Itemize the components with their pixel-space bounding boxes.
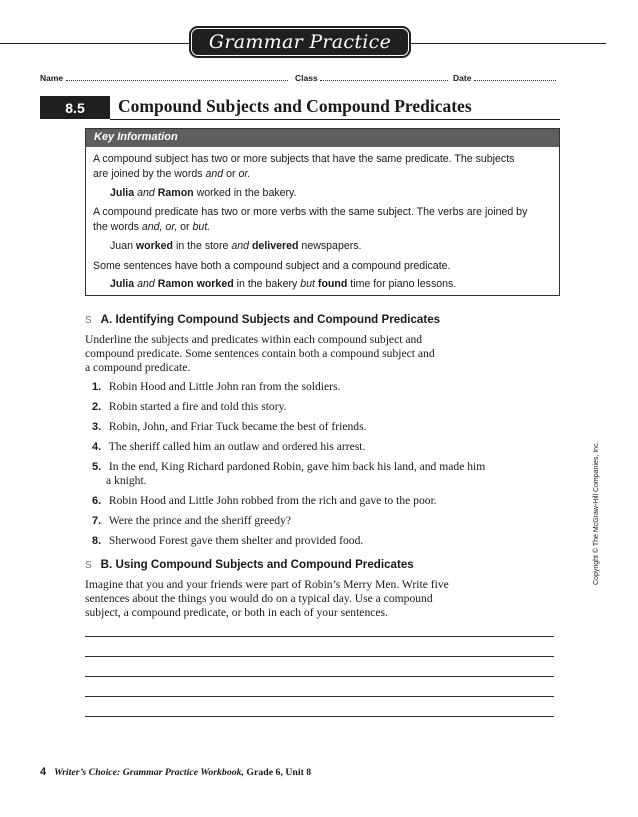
- exercise-item-7: 7. Were the prince and the sheriff greedy?: [92, 514, 292, 527]
- lesson-rule: [110, 119, 560, 120]
- banner-title: Grammar Practice: [208, 31, 392, 53]
- section-a-marker: S: [85, 315, 92, 326]
- exercise-item-3: 3. Robin, John, and Friar Tuck became the best of friends.: [92, 420, 367, 433]
- exercise-item-8: 8. Sherwood Forest gave them shelter and provided food.: [92, 534, 364, 547]
- book-title: Writer’s Choice: Grammar Practice Workbook,: [54, 767, 244, 778]
- class-label: Class: [295, 73, 318, 83]
- key-info-example-3: Julia and Ramon worked in the bakery but found time for piano lessons.: [110, 278, 457, 290]
- writing-line-2[interactable]: [85, 656, 554, 657]
- section-b-heading: S B. Using Compound Subjects and Compound Predicates: [85, 558, 414, 571]
- class-field[interactable]: [295, 72, 448, 83]
- banner: [189, 26, 411, 58]
- writing-line-5[interactable]: [85, 716, 554, 717]
- exercise-item-4: 4. The sheriff called him an outlaw and ordered his arrest.: [92, 440, 366, 453]
- exercise-item-5-continued: a knight.: [106, 474, 147, 487]
- exercise-item-6: 6. Robin Hood and Little John robbed from the rich and gave to the poor.: [92, 494, 437, 507]
- class-blank[interactable]: [320, 72, 448, 81]
- key-info-example-1: Julia and Ramon worked in the bakery.: [110, 187, 297, 199]
- writing-line-3[interactable]: [85, 676, 554, 677]
- key-info-example-2: Juan worked in the store and delivered newspapers.: [110, 240, 362, 252]
- date-field[interactable]: [453, 72, 556, 83]
- key-info-paragraph-1: A compound subject has two or more subjects that have the same predicate. The subjects are joined by the words and or or.: [93, 153, 515, 180]
- lesson-number: 8.5: [40, 96, 110, 119]
- page-number: 4: [40, 766, 47, 778]
- exercise-item-5: 5. In the end, King Richard pardoned Robin, gave him back his land, and made him: [92, 460, 486, 473]
- lesson-title: Compound Subjects and Compound Predicates: [118, 96, 472, 116]
- date-blank[interactable]: [474, 72, 556, 81]
- grade-unit: Grade 6, Unit 8: [243, 767, 312, 778]
- section-b-marker: S: [85, 560, 92, 571]
- name-label: Name: [40, 73, 64, 83]
- copyright-notice: Copyright © The McGraw-Hill Companies, Inc.: [593, 441, 600, 585]
- key-info-paragraph-2: A compound predicate has two or more verbs with the same subject. The verbs are joined by the words and, or, or but.: [93, 206, 528, 233]
- exercise-item-2: 2. Robin started a fire and told this story.: [92, 400, 287, 413]
- page-footer: [40, 766, 311, 778]
- section-a-heading: S A. Identifying Compound Subjects and Compound Predicates: [85, 313, 441, 326]
- name-field[interactable]: [40, 72, 288, 83]
- key-information-heading: Key Information: [86, 129, 559, 147]
- name-blank[interactable]: [66, 72, 288, 81]
- section-a-instructions: Underline the subjects and predicates within each compound subject and compound predicate. Some sentences contain both a compound subject and a compound predicate.: [85, 333, 435, 374]
- exercise-item-1: 1. Robin Hood and Little John ran from the soldiers.: [92, 380, 341, 393]
- date-label: Date: [453, 73, 472, 83]
- section-b-instructions: Imagine that you and your friends were part of Robin’s Merry Men. Write five sentences about the things you would do on a typical day. Use a compound subject, a compound predicate, or both in each of your sentences.: [85, 578, 449, 619]
- writing-line-4[interactable]: [85, 696, 554, 697]
- writing-line-1[interactable]: [85, 636, 554, 637]
- key-info-paragraph-3: Some sentences have both a compound subject and a compound predicate.: [93, 260, 451, 272]
